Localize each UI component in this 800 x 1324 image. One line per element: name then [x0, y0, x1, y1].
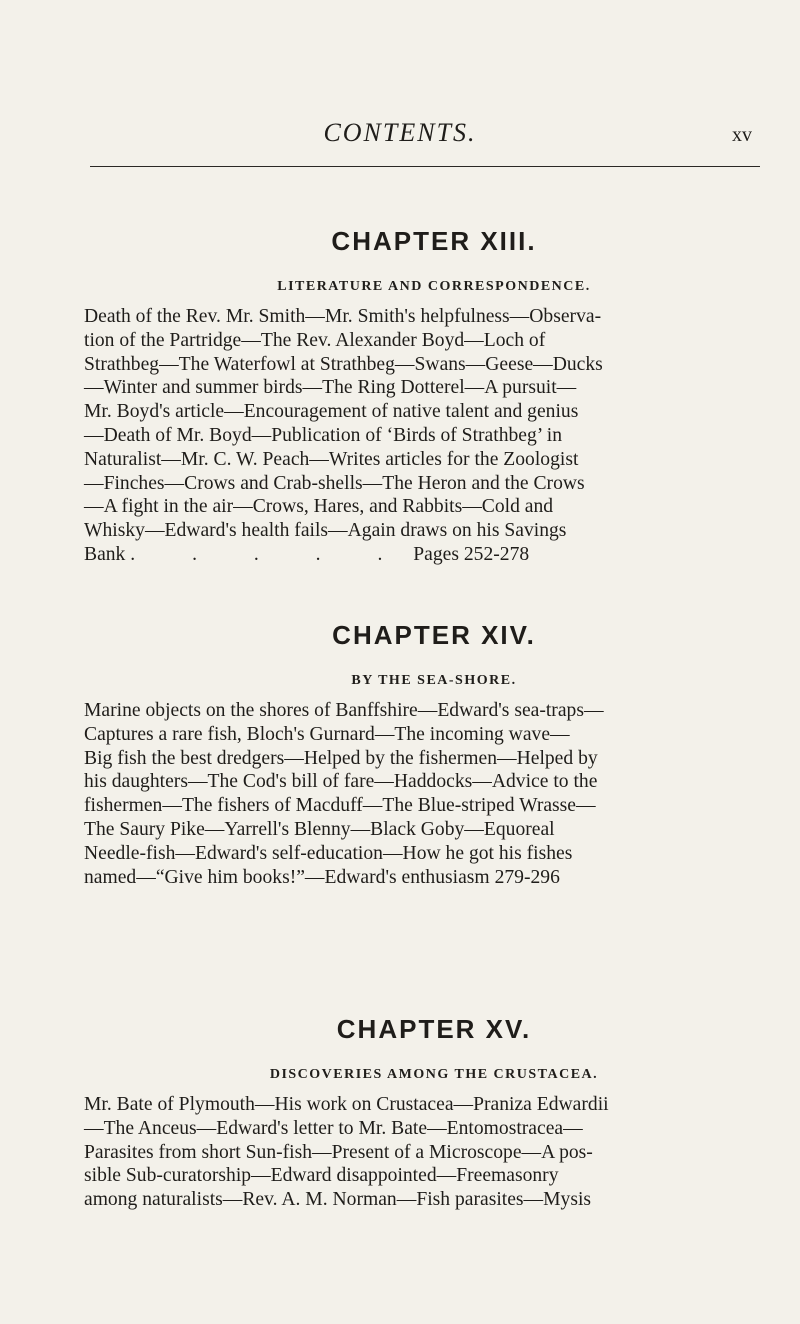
page-number: xv	[732, 124, 752, 146]
summary-line: —A fight in the air—Crows, Hares, and Rabbits—Cold and	[84, 496, 554, 518]
page-range: 279-296	[494, 866, 560, 888]
summary-line: Naturalist—Mr. C. W. Peach—Writes articles for the Zoologist	[84, 448, 579, 470]
chapter-subtitle: LITERATURE AND CORRESPONDENCE.	[277, 279, 591, 294]
summary-line: Strathbeg—The Waterfowl at Strathbeg—Swans—Geese—Ducks	[84, 353, 603, 375]
chapter-subtitle: DISCOVERIES AMONG THE CRUSTACEA.	[269, 1067, 599, 1082]
summary-line: —Winter and summer birds—The Ring Dotterel—A pursuit—	[84, 377, 577, 399]
header-rule	[90, 166, 760, 167]
summary-line: Big fish the best dredgers—Helped by the fishermen—Helped by	[84, 747, 598, 769]
summary-line: Marine objects on the shores of Banffshire—Edward's sea-traps—	[84, 700, 604, 721]
summary-line: Whisky—Edward's health fails—Again draws on his Savings	[84, 520, 567, 542]
chapter-summary	[84, 1093, 784, 1212]
leader-dots: . . . . .	[130, 543, 409, 565]
summary-line: among naturalists—Rev. A. M. Norman—Fish parasites—Mysis	[84, 1189, 592, 1211]
page-range: Pages 252-278	[413, 543, 530, 565]
running-title: CONTENTS.	[323, 118, 477, 147]
chapter-xiv	[84, 620, 784, 889]
summary-line: tion of the Partridge—The Rev. Alexander Boyd—Loch of	[84, 329, 546, 351]
summary-line: sible Sub-curatorship—Edward disappointed—Freemasonry	[84, 1165, 559, 1187]
chapter-subtitle: BY THE SEA-SHORE.	[351, 673, 517, 688]
chapter-title: CHAPTER XIV.	[332, 620, 536, 650]
last-line-text: named—“Give him books!”—Edward's enthusiasm	[84, 866, 490, 888]
summary-line: fishermen—The fishers of Macduff—The Blue-striped Wrasse—	[84, 795, 596, 817]
summary-line: The Saury Pike—Yarrell's Blenny—Black Goby—Equoreal	[84, 818, 555, 840]
summary-line: —Finches—Crows and Crab-shells—The Heron and the Crows	[84, 472, 585, 494]
chapter-summary	[84, 699, 784, 889]
summary-line: his daughters—The Cod's bill of fare—Haddocks—Advice to the	[84, 771, 598, 793]
chapter-title: CHAPTER XV.	[336, 1014, 532, 1044]
summary-line: Mr. Bate of Plymouth—His work on Crustacea—Praniza Edwardii	[84, 1094, 609, 1115]
last-line-text: Bank	[84, 543, 126, 565]
summary-line: Parasites from short Sun-fish—Present of a Microscope—A pos-	[84, 1141, 593, 1163]
chapter-xiii	[84, 226, 784, 567]
chapter-summary	[84, 305, 784, 567]
summary-line: —The Anceus—Edward's letter to Mr. Bate—Entomostracea—	[84, 1117, 583, 1139]
summary-line: Captures a rare fish, Bloch's Gurnard—The incoming wave—	[84, 723, 570, 745]
summary-line: —Death of Mr. Boyd—Publication of ‘Birds of Strathbeg’ in	[84, 424, 562, 446]
summary-line: Mr. Boyd's article—Encouragement of native talent and genius	[84, 401, 579, 423]
chapter-xv	[84, 1014, 784, 1212]
summary-line: Needle-fish—Edward's self-education—How he got his fishes	[84, 842, 573, 864]
summary-last-line	[84, 866, 784, 890]
chapter-title: CHAPTER XIII.	[331, 226, 537, 256]
summary-last-line	[84, 543, 784, 567]
summary-line: Death of the Rev. Mr. Smith—Mr. Smith's helpfulness—Observa-	[84, 306, 602, 327]
